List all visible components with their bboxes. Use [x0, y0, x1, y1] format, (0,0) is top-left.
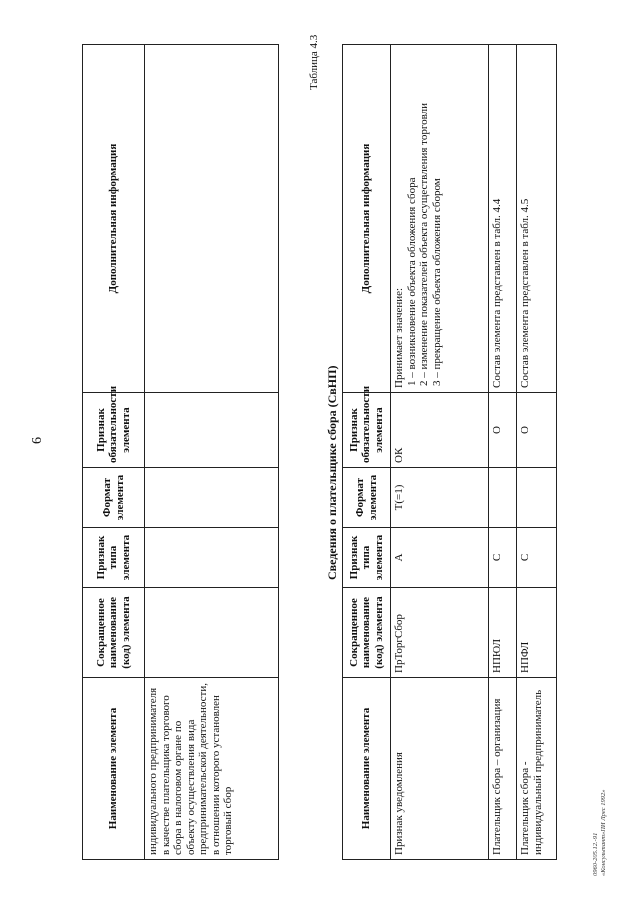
cell-code: [145, 588, 279, 678]
table-label: Таблица 4.3: [308, 34, 320, 90]
table-header-row: [343, 45, 391, 860]
cell-name: Плательщик сбора – организация: [489, 678, 517, 860]
cell-info: Состав элемента представлен в табл. 4.5: [517, 45, 557, 393]
stamp-line: 0960-205.12.-91: [592, 832, 599, 876]
table-header-row: [83, 45, 145, 860]
page-number: 6: [30, 437, 45, 444]
cell-type: [145, 528, 279, 588]
header-code: Сокращенное наименование (код) элемента: [343, 588, 391, 678]
header-info: Дополнительная информация: [343, 45, 391, 393]
cell-required: О: [489, 393, 517, 468]
cell-code: НПФЛ: [517, 588, 557, 678]
header-name: Наименование элемента: [343, 678, 391, 860]
cell-format: [489, 468, 517, 528]
header-type: Признак типа элемента: [343, 528, 391, 588]
header-format: Формат элемента: [83, 468, 145, 528]
info-item: 1 – возникновение объекта обложения сбора: [405, 177, 418, 386]
table-row: [391, 45, 489, 860]
cell-info: [145, 45, 279, 393]
cell-type: С: [517, 528, 557, 588]
cell-format: Т(=1): [391, 468, 489, 528]
rotated-content: [20, 20, 620, 880]
cell-name: Признак уведомления: [391, 678, 489, 860]
cell-info: Состав элемента представлен в табл. 4.4: [489, 45, 517, 393]
cell-name: индивидуального предпринимателя в качестве плательщика торгового сбора в налоговом органе по объекту осуществления вида предпринимательской деятельности, в отношении которого установлен торговый сбор: [145, 678, 279, 860]
cell-format: [517, 468, 557, 528]
print-stamp: [592, 790, 608, 876]
stamp-line: «Консультант»ПИ Лрес 1992»: [600, 789, 607, 876]
header-required: Признак обязательности элемента: [343, 393, 391, 468]
cell-type: С: [489, 528, 517, 588]
info-intro: Принимает значение:: [393, 287, 405, 388]
cell-code: ПрТоргСбор: [391, 588, 489, 678]
table-4-3: [342, 44, 557, 860]
table-row: [517, 45, 557, 860]
table-row: [489, 45, 517, 860]
header-info: Дополнительная информация: [83, 45, 145, 393]
cell-format: [145, 468, 279, 528]
table-title: Сведения о плательщике сбора (СвНП): [325, 365, 339, 580]
cell-name: Плательщик сбора - индивидуальный предприниматель: [517, 678, 557, 860]
header-code: Сокращенное наименование (код) элемента: [83, 588, 145, 678]
cell-required: [145, 393, 279, 468]
table-row: [145, 45, 279, 860]
header-name: Наименование элемента: [83, 678, 145, 860]
info-item: 3 – прекращение объекта обложения сбором: [430, 178, 443, 386]
cell-info: [391, 45, 489, 393]
cell-required: ОК: [391, 393, 489, 468]
info-item: 2 – изменение показателей объекта осуществления торговли: [418, 102, 430, 386]
cell-required: О: [517, 393, 557, 468]
header-required: Признак обязательности элемента: [83, 393, 145, 468]
table-continuation: [82, 44, 279, 860]
cell-type: А: [391, 528, 489, 588]
cell-code: НПЮЛ: [489, 588, 517, 678]
header-format: Формат элемента: [343, 468, 391, 528]
header-type: Признак типа элемента: [83, 528, 145, 588]
